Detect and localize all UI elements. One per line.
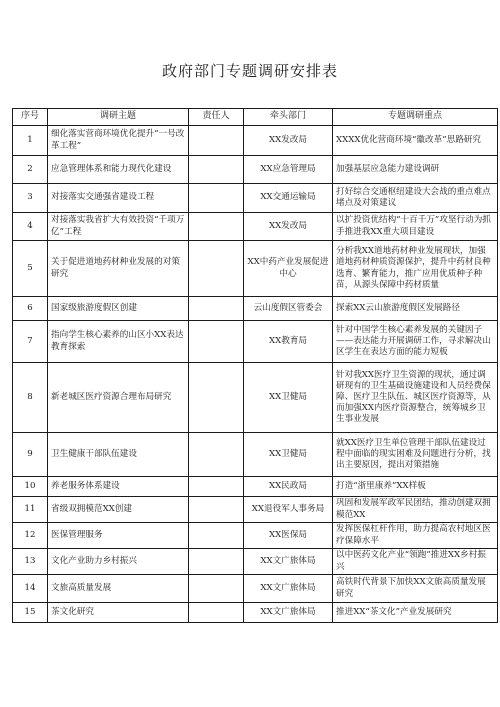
row-owner	[189, 575, 244, 603]
table-row	[13, 126, 498, 156]
row-topic: 卫生健康干部队伍建设	[48, 433, 189, 477]
table-header-row	[13, 109, 498, 126]
row-focus: 打造“浙里康养”XX样板	[333, 477, 498, 497]
row-owner	[189, 241, 244, 297]
row-owner	[189, 156, 244, 184]
table-row	[13, 549, 498, 575]
row-owner	[189, 433, 244, 477]
row-focus: 推进XX“茶文化”产业发展研究	[333, 603, 498, 623]
table-row	[13, 603, 498, 623]
row-seq: 15	[13, 603, 48, 623]
row-topic: 细化落实营商环境优化提升“一号改革工程”	[48, 126, 189, 156]
row-seq: 13	[13, 549, 48, 575]
row-focus: 以扩投资优结构“十百千万”攻坚行动为抓手推进我XX重大项目建设	[333, 213, 498, 241]
row-seq: 6	[13, 297, 48, 321]
row-lead: XX民政局	[244, 477, 333, 497]
table-row	[13, 241, 498, 297]
page-title: 政府部门专题调研安排表	[161, 62, 338, 80]
row-topic: 国家级旅游度假区创建	[48, 297, 189, 321]
row-owner	[189, 213, 244, 241]
row-topic: 文化产业助力乡村振兴	[48, 549, 189, 575]
header-topic: 调研主题	[48, 109, 189, 126]
header-focus: 专题调研重点	[333, 109, 498, 126]
row-focus: 加强基层应急能力建设调研	[333, 156, 498, 184]
header-owner: 责任人	[189, 109, 244, 126]
row-owner	[189, 523, 244, 549]
row-seq: 7	[13, 321, 48, 363]
row-seq: 14	[13, 575, 48, 603]
row-topic: 养老服务体系建设	[48, 477, 189, 497]
row-owner	[189, 497, 244, 523]
row-lead: XX退役军人事务局	[244, 497, 333, 523]
row-focus: XXXX优化营商环境“徽改革”思路研究	[333, 126, 498, 156]
research-schedule-table	[12, 108, 498, 623]
row-lead: XX卫健局	[244, 433, 333, 477]
row-seq: 8	[13, 363, 48, 433]
row-owner	[189, 184, 244, 213]
table-row	[13, 184, 498, 213]
table-row	[13, 497, 498, 523]
row-lead: XX发改局	[244, 213, 333, 241]
row-lead: XX教育局	[244, 321, 333, 363]
row-seq: 11	[13, 497, 48, 523]
header-seq: 序号	[13, 109, 48, 126]
row-seq: 9	[13, 433, 48, 477]
row-seq: 4	[13, 213, 48, 241]
row-lead: XX应急管理局	[244, 156, 333, 184]
row-topic: 对接落实我省扩大有效投资“千项万亿”工程	[48, 213, 189, 241]
row-focus: 发挥医保杠杆作用，助力提高农村地区医疗保障水平	[333, 523, 498, 549]
row-lead: XX发改局	[244, 126, 333, 156]
row-lead: XX医保局	[244, 523, 333, 549]
table-row	[13, 523, 498, 549]
row-topic: 省级双拥模范XX创建	[48, 497, 189, 523]
row-topic: 关于促进道地药材种业发展的对策研究	[48, 241, 189, 297]
row-focus: 针对中国学生核心素养发展的关键因子——表达能力开展调研工作，寻求解决山区学生在表达方面的能力短板	[333, 321, 498, 363]
table-row	[13, 363, 498, 433]
row-lead: 云山度假区管委会	[244, 297, 333, 321]
row-seq: 10	[13, 477, 48, 497]
row-focus: 针对我XX医疗卫生资源的现状，通过调研现有的卫生基础设施建设和人员经费保障、医疗卫生队伍、城区医疗资源等，从而加强XX内医疗资源整合，统筹城乡卫生事业发展	[333, 363, 498, 433]
row-focus: 打好综合交通枢纽建设大会战的重点难点堵点及对策建议	[333, 184, 498, 213]
row-seq: 1	[13, 126, 48, 156]
row-lead: XX文广旅体局	[244, 603, 333, 623]
row-owner	[189, 549, 244, 575]
row-owner	[189, 363, 244, 433]
row-focus: 以中医药文化产业“领跑”推进XX乡村振兴	[333, 549, 498, 575]
row-topic: 指向学生核心素养的山区小XX表达教育探索	[48, 321, 189, 363]
table-row	[13, 156, 498, 184]
row-topic: 茶文化研究	[48, 603, 189, 623]
row-lead: XX文广旅体局	[244, 549, 333, 575]
row-focus: 高铁时代背景下加快XX文旅高质量发展研究	[333, 575, 498, 603]
row-owner	[189, 477, 244, 497]
row-topic: 应急管理体系和能力现代化建设	[48, 156, 189, 184]
row-lead: XX卫健局	[244, 363, 333, 433]
row-topic: 新老城区医疗资源合理布局研究	[48, 363, 189, 433]
row-focus: 分析我XX道地药材种业发展现状，加强道地药材种质资源保护，提升中药材良种选育、繁育能力，推广应用优质种子种苗，从源头保障中药材质量	[333, 241, 498, 297]
row-seq: 5	[13, 241, 48, 297]
row-topic: 医保管理服务	[48, 523, 189, 549]
table-row	[13, 433, 498, 477]
row-focus: 巩固和发展军政军民团结，推动创建双拥模范XX	[333, 497, 498, 523]
row-owner	[189, 603, 244, 623]
row-seq: 3	[13, 184, 48, 213]
row-owner	[189, 297, 244, 321]
row-owner	[189, 321, 244, 363]
table-row	[13, 213, 498, 241]
table-row	[13, 321, 498, 363]
row-lead: XX交通运输局	[244, 184, 333, 213]
table-row	[13, 477, 498, 497]
row-topic: 对接落实交通强省建设工程	[48, 184, 189, 213]
row-lead: XX中药产业发展促进中心	[244, 241, 333, 297]
table-row	[13, 297, 498, 321]
table-row	[13, 575, 498, 603]
row-seq: 12	[13, 523, 48, 549]
row-owner	[189, 126, 244, 156]
row-topic: 文旅高质量发展	[48, 575, 189, 603]
row-focus: 就XX医疗卫生单位管理干部队伍建设过程中面临的现实困难及问题进行分析，找出主要原因，提出对策措施	[333, 433, 498, 477]
row-seq: 2	[13, 156, 48, 184]
header-lead: 牵头部门	[244, 109, 333, 126]
row-focus: 探索XX云山旅游度假区发展路径	[333, 297, 498, 321]
row-lead: XX文广旅体局	[244, 575, 333, 603]
